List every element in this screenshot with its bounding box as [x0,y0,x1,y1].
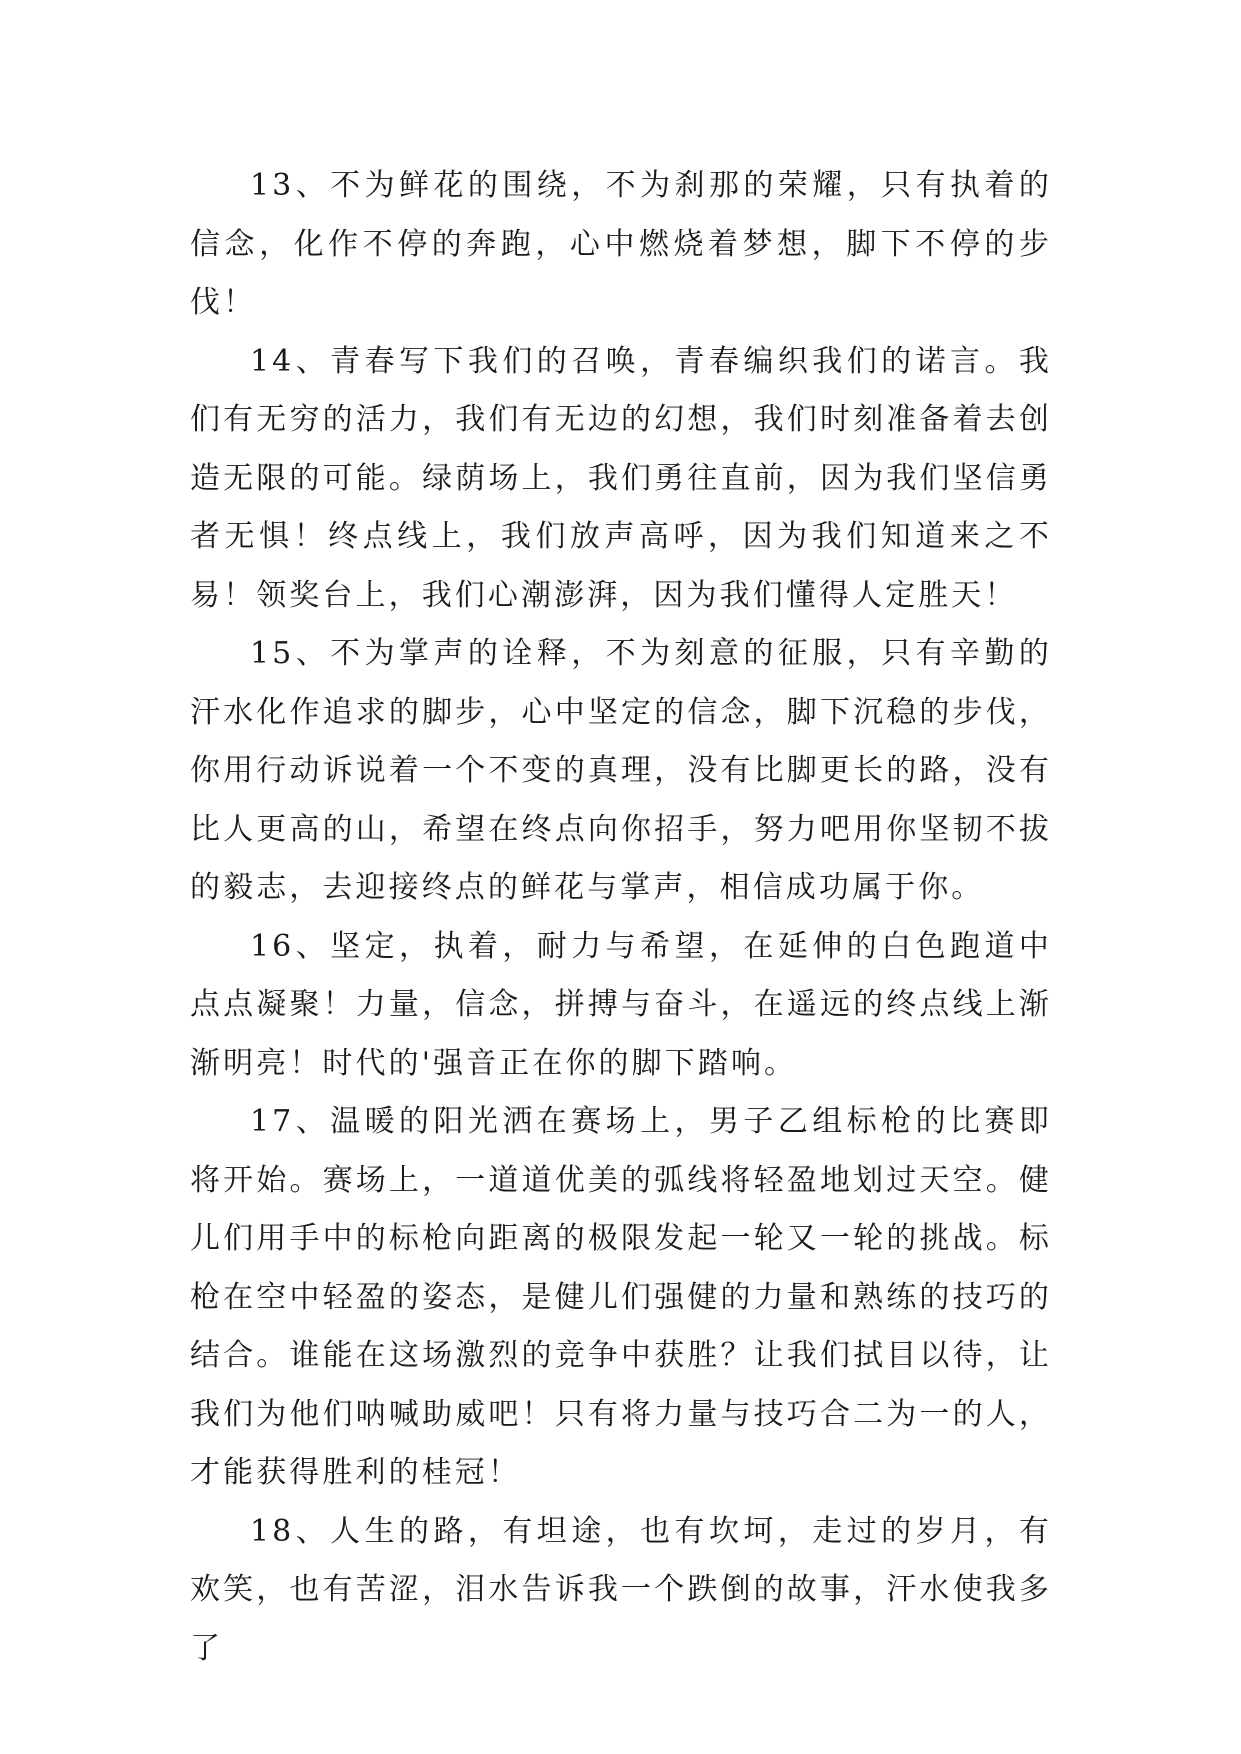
document-body [190,157,1052,1678]
paragraph-17: 17、温暖的阳光洒在赛场上，男子乙组标枪的比赛即将开始。赛场上，一道道优美的弧线将轻盈地划过天空。健儿们用手中的标枪向距离的极限发起一轮又一轮的挑战。标枪在空中轻盈的姿态，是健儿们强健的力量和熟练的技巧的结合。谁能在这场激烈的竞争中获胜？让我们拭目以待，让我们为他们呐喊助威吧！只有将力量与技巧合二为一的人，才能获得胜利的桂冠！ [190,1104,1052,1490]
paragraph-18: 18、人生的路，有坦途，也有坎坷，走过的岁月，有欢笑，也有苦涩，泪水告诉我一个跌倒的故事，汗水使我多了 [190,1513,1052,1666]
paragraph-15: 15、不为掌声的诠释，不为刻意的征服，只有辛勤的汗水化作追求的脚步，心中坚定的信念，脚下沉稳的步伐，你用行动诉说着一个不变的真理，没有比脚更长的路，没有比人更高的山，希望在终点向你招手，努力吧用你坚韧不拔的毅志，去迎接终点的鲜花与掌声，相信成功属于你。 [190,636,1052,905]
paragraph-14: 14、青春写下我们的召唤，青春编织我们的诺言。我们有无穷的活力，我们有无边的幻想，我们时刻准备着去创造无限的可能。绿荫场上，我们勇往直前，因为我们坚信勇者无惧！终点线上，我们放声高呼，因为我们知道来之不易！领奖台上，我们心潮澎湃，因为我们懂得人定胜天！ [190,343,1052,613]
paragraph-13: 13、不为鲜花的围绕，不为刹那的荣耀，只有执着的信念，化作不停的奔跑，心中燃烧着梦想，脚下不停的步伐！ [190,168,1052,320]
paragraph-16: 16、坚定，执着，耐力与希望，在延伸的白色跑道中点点凝聚！力量，信念，拼搏与奋斗，在遥远的终点线上渐渐明亮！时代的'强音正在你的脚下踏响。 [190,928,1052,1081]
